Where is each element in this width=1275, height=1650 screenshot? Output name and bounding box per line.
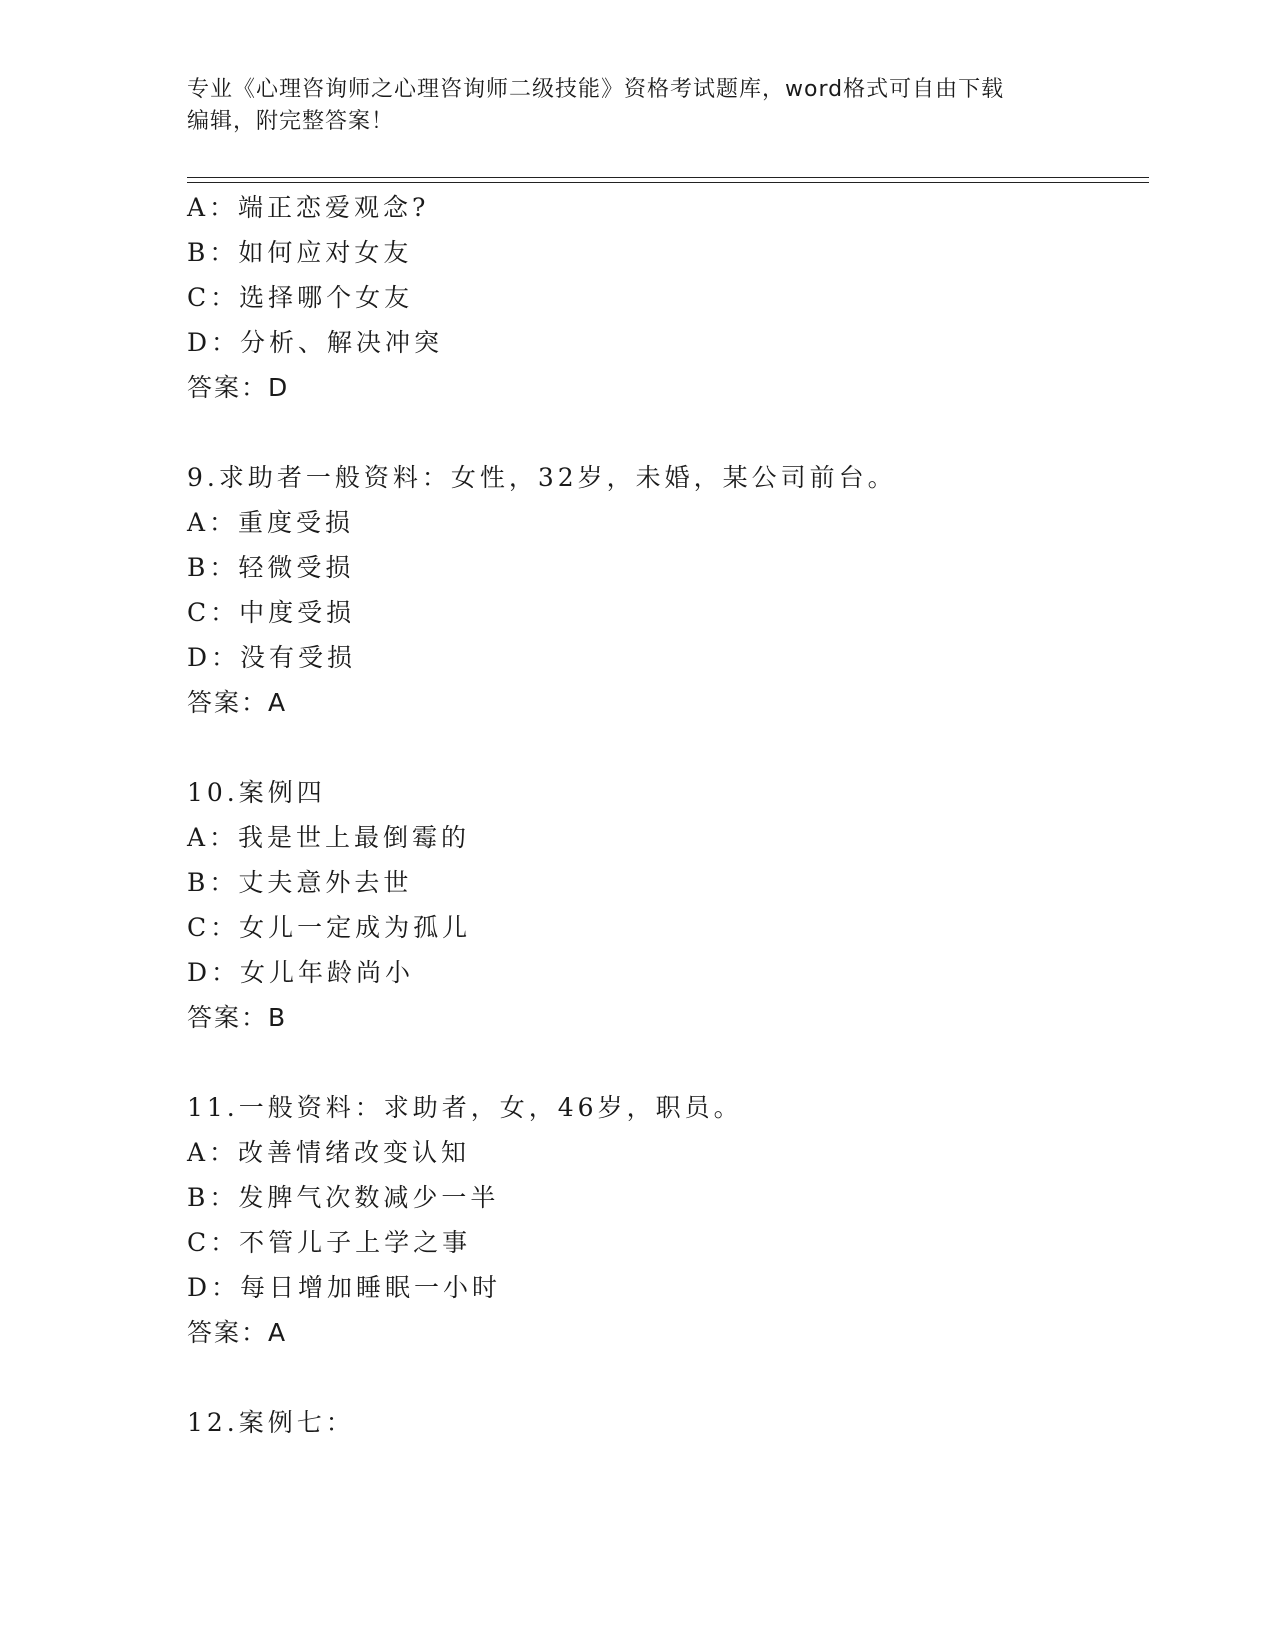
option-b: B：丈夫意外去世 bbox=[187, 868, 413, 897]
option-c: C：选择哪个女友 bbox=[187, 283, 414, 312]
option-a: A：端正恋爱观念? bbox=[187, 193, 430, 222]
answer-line: 答案：D bbox=[187, 373, 290, 402]
question-10: 10.案例四 bbox=[187, 778, 326, 807]
question-9: 9.求助者一般资料：女性，32岁，未婚，某公司前台。 bbox=[187, 463, 897, 492]
question-12: 12.案例七： bbox=[187, 1408, 355, 1437]
option-d: D：分析、解决冲突 bbox=[187, 328, 444, 357]
option-d: D：没有受损 bbox=[187, 643, 357, 672]
option-b: B：发脾气次数减少一半 bbox=[187, 1183, 500, 1212]
option-d: D：每日增加睡眠一小时 bbox=[187, 1273, 502, 1302]
answer-line: 答案：B bbox=[187, 1003, 288, 1032]
option-b: B：如何应对女友 bbox=[187, 238, 413, 267]
header-line-1: 专业《心理咨询师之心理咨询师二级技能》资格考试题库，word格式可自由下载 bbox=[187, 77, 1005, 102]
option-a: A：我是世上最倒霉的 bbox=[187, 823, 471, 852]
header-rule-bottom bbox=[187, 182, 1149, 183]
option-c: C：中度受损 bbox=[187, 598, 356, 627]
answer-line: 答案：A bbox=[187, 688, 288, 717]
option-a: A：重度受损 bbox=[187, 508, 355, 537]
option-c: C：女儿一定成为孤儿 bbox=[187, 913, 472, 942]
header-rule-top bbox=[187, 177, 1149, 178]
question-11: 11.一般资料：求助者，女，46岁，职员。 bbox=[187, 1093, 743, 1122]
header-line-2: 编辑，附完整答案！ bbox=[187, 109, 395, 134]
answer-line: 答案：A bbox=[187, 1318, 288, 1347]
document-header bbox=[187, 74, 1087, 138]
option-b: B：轻微受损 bbox=[187, 553, 355, 582]
option-d: D：女儿年龄尚小 bbox=[187, 958, 415, 987]
option-c: C：不管儿子上学之事 bbox=[187, 1228, 472, 1257]
option-a: A：改善情绪改变认知 bbox=[187, 1138, 471, 1167]
